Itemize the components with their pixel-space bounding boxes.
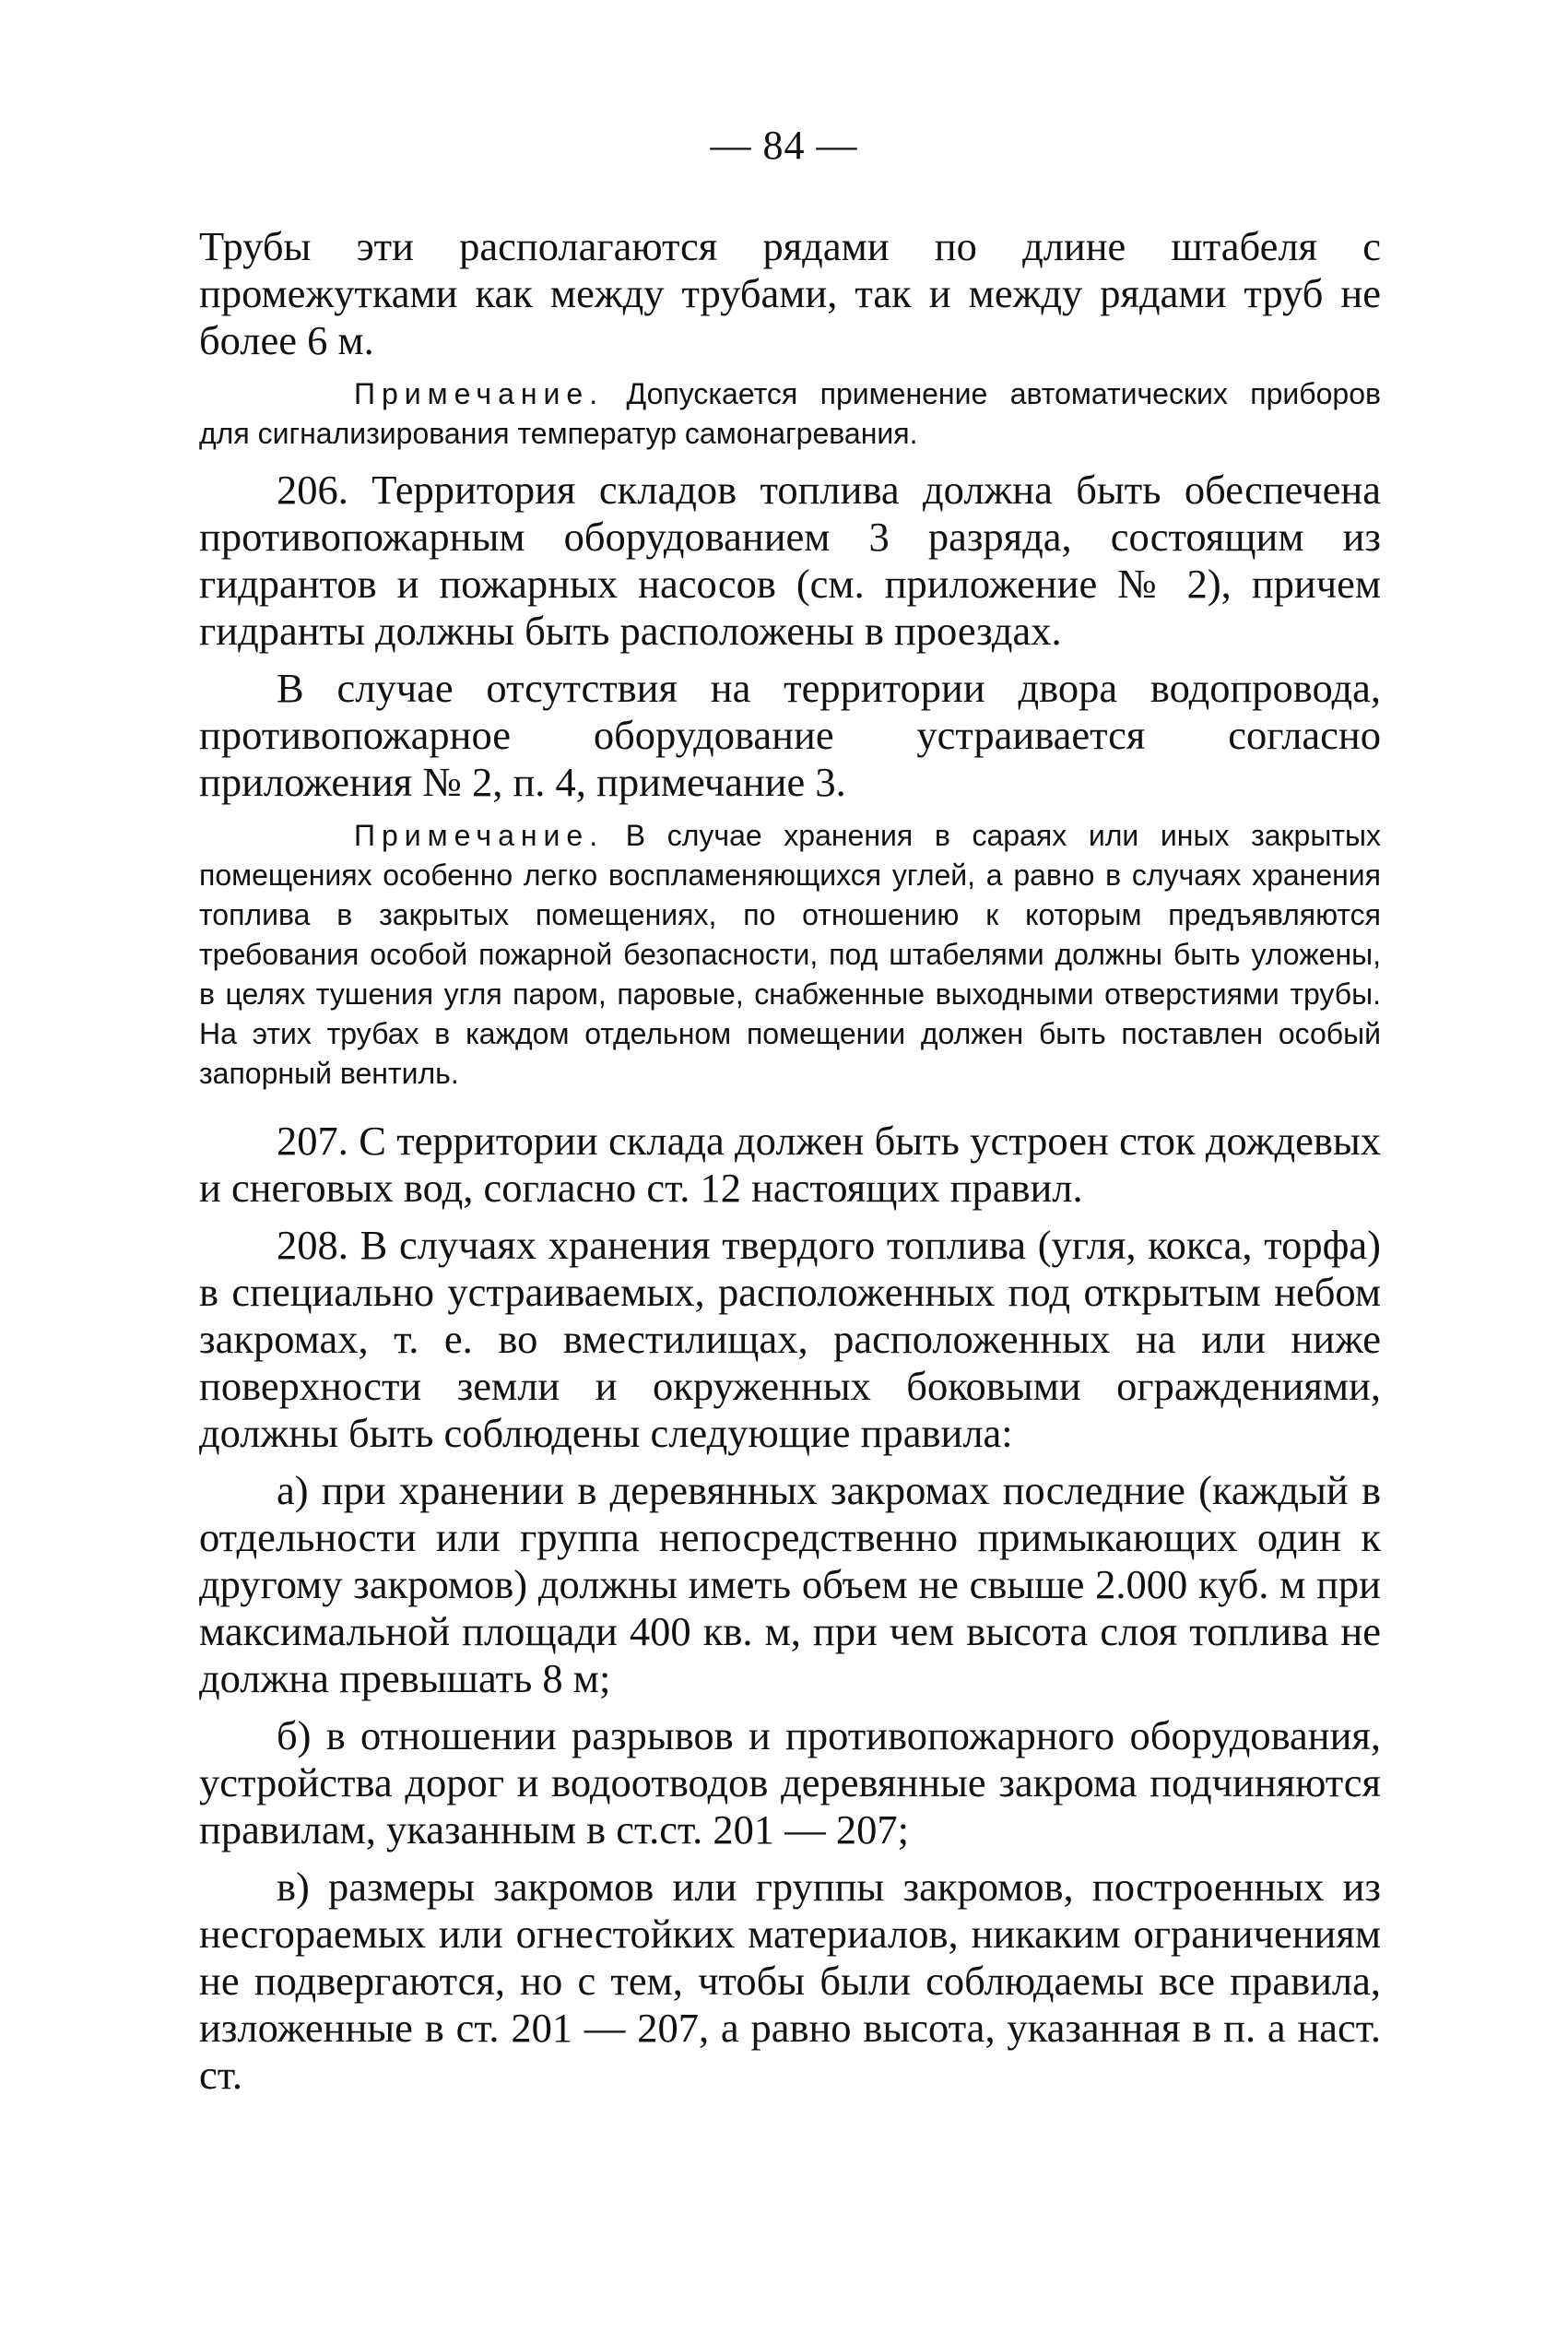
paragraph-208-a: а) при хранении в деревянных закромах последние (каждый в отдельности или группа непосредственно примыкающих один к другому закромов) должны иметь объем не свыше 2.000 куб. м при максимальной площади 400 кв. м, при чем высота слоя топлива не должна превышать 8 м; — [199, 1467, 1381, 1701]
paragraph-continuation: Трубы эти располагаются рядами по длине штабеля с промежутками как между трубами, так и между рядами труб не более 6 м. — [199, 223, 1381, 363]
note-text: В случае хранения в сараях или иных закрытых помещениях особенно легко воспламеняющихся углей, а равно в случаях хранения топлива в закрытых помещениях, по отношению к которым предъявляются требования особой пожарной безопасности, под штабелями должны быть уложены, в целях тушения угля паром, паровые, снабженные выходными отверстиями трубы. На этих трубах в каждом отдельном помещении должен быть поставлен особый запорный вентиль. — [199, 819, 1381, 1090]
text-column — [199, 223, 1381, 2109]
note-text: Допускается применение автоматических приборов для сигнализирования температур самонагревания. — [199, 377, 1381, 450]
note-label: Примечание. — [354, 819, 605, 852]
paragraph-206: 206. Территория складов топлива должна быть обеспечена противопожарным оборудованием 3 разряда, состоящим из гидрантов и пожарных насосов (см. приложение № 2), причем гидранты должны быть расположены в проездах. — [199, 467, 1381, 654]
note-closed-storage — [199, 816, 1381, 1094]
paragraph-207: 207. С территории склада должен быть устроен сток дождевых и снеговых вод, согласно ст. 12 настоящих правил. — [199, 1118, 1381, 1211]
paragraph-206-no-water-supply: В случае отсутствия на территории двора водопровода, противопожарное оборудование устраивается согласно приложения № 2, п. 4, примечание 3. — [199, 665, 1381, 805]
paragraph-208-b: б) в отношении разрывов и противопожарного оборудования, устройства дорог и водоотводов деревянные закрома подчиняются правилам, указанным в ст.ст. 201 — 207; — [199, 1712, 1381, 1853]
paragraph-208: 208. В случаях хранения твердого топлива (угля, кокса, торфа) в специально устраиваемых, расположенных под открытым небом закромах, т. е. во вместилищах, расположенных на или ниже поверхности земли и окруженных боковыми ограждениями, должны быть соблюдены следующие правила: — [199, 1222, 1381, 1456]
note-label: Примечание. — [354, 377, 605, 410]
note-automatic-devices — [199, 374, 1381, 454]
page-number: — 84 — — [710, 123, 858, 168]
paragraph-208-v: в) размеры закромов или группы закромов, построенных из несгораемых или огнестойких материалов, никаким ограничениям не подвергаются, но с тем, чтобы были соблюдаемы все правила, изложенные в ст. 201 — 207, а равно высота, указанная в п. а наст. ст. — [199, 1864, 1381, 2098]
